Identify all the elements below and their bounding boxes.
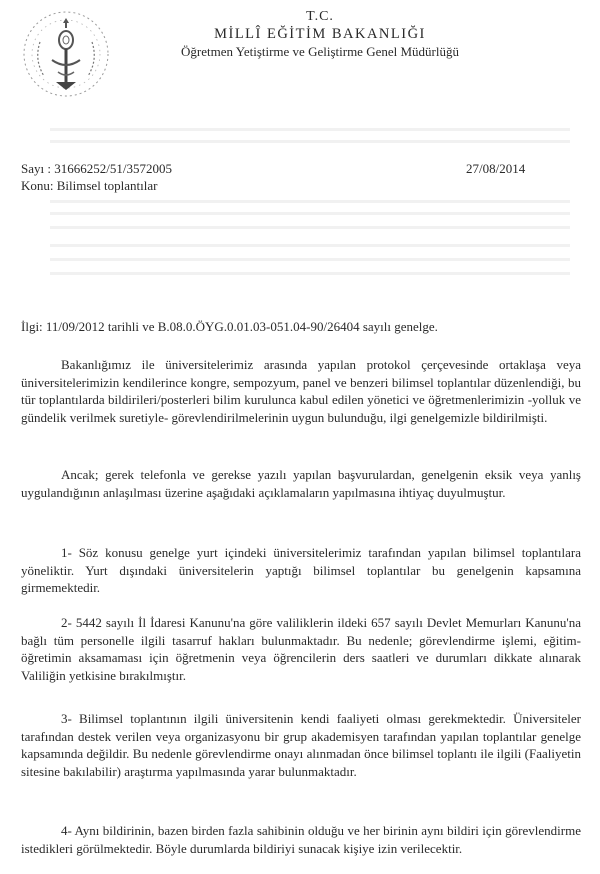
body-paragraph: Bakanlığımız ile üniversitelerimiz arasında yapılan protokol çerçevesinde ortaklaşa veya üniversitelerimizin kendilerince kongre, sempozyum, panel ve benzeri bilimsel toplantılar düzenlendiği, bu tür toplantılarda bildirileri/posterleri bilim kurulunca kabul edilen yönetici ve öğretmenlerimizin -yolluk ve gündelik verilmek suretiyle- görevlendirilmelerinin uygun bulunduğu, ilgi genelgemizle bildirilmişti.: [21, 357, 581, 426]
letterhead-department: Öğretmen Yetiştirme ve Geliştirme Genel Müdürlüğü: [180, 44, 459, 59]
bleed-through-line: [50, 140, 570, 143]
letterhead: [120, 8, 520, 60]
body-paragraph: 2- 5442 sayılı İl İdaresi Kanunu'na göre valiliklerin ildeki 657 sayılı Devlet Memurları Kanunu'na bağlı tüm personelle ilgili tasarruf hakları bulunmaktadır. Bu nedenle; görevlendirme işlemi, eğitim-öğretimin aksamaması için öğretmenin veya öğrencilerin ders saatleri ve durumları dikkate alınarak Valiliğin yetkisine bırakılmıştır.: [21, 615, 581, 684]
bleed-through-line: [50, 212, 570, 215]
ministry-emblem-icon: [20, 8, 112, 100]
bleed-through-line: [50, 244, 570, 247]
body-paragraph: 3- Bilimsel toplantının ilgili üniversitenin kendi faaliyeti olması gerekmektedir. Üniversiteler tarafından destek verilen veya organizasyonu bir grup akademisyen tarafından yapılan toplantılar genelge kapsamında değildir. Bu nedenle görevlendirme onayı alınmadan önce bilimsel toplantı ile ilgili (Faaliyetin sitesine bakılabilir) araştırma yapılmasında yarar bulunmaktadır.: [21, 711, 581, 780]
bleed-through-line: [50, 200, 570, 203]
body-paragraph: 4- Aynı bildirinin, bazen birden fazla sahibinin olduğu ve her birinin aynı bildiri için görevlendirme istedikleri görülmektedir. Böyle durumlarda bildiriyi sunacak kişiye izin verilecektir.: [21, 823, 581, 856]
letterhead-ministry: MİLLÎ EĞİTİM BAKANLIĞI: [214, 26, 426, 42]
document-date: 27/08/2014: [466, 161, 526, 176]
bleed-through-line: [50, 258, 570, 261]
bleed-through-line: [50, 128, 570, 131]
body-paragraph: Ancak; gerek telefonla ve gerekse yazılı yapılan başvurulardan, genelgenin eksik veya yanlış uygulandığının anlaşılması üzerine aşağıdaki açıklamaların yapılmasına ihtiyaç duyulmuştur.: [21, 467, 581, 500]
body-paragraph: 1- Söz konusu genelge yurt içindeki üniversitelerimiz tarafından yapılan bilimsel toplantılara yöneliktir. Yurt dışındaki üniversitelerin yaptığı bilimsel toplantılar bu genelgenin kapsamına girmemektedir.: [21, 545, 581, 596]
letterhead-tc: T.C.: [306, 9, 334, 24]
bleed-through-line: [50, 272, 570, 275]
reference-number: Sayı : 31666252/51/3572005: [21, 161, 172, 176]
reference-line: İlgi: 11/09/2012 tarihli ve B.08.0.ÖYG.0.01.03-051.04-90/26404 sayılı genelge.: [21, 319, 438, 334]
subject-line: Konu: Bilimsel toplantılar: [21, 178, 158, 193]
bleed-through-line: [50, 226, 570, 229]
